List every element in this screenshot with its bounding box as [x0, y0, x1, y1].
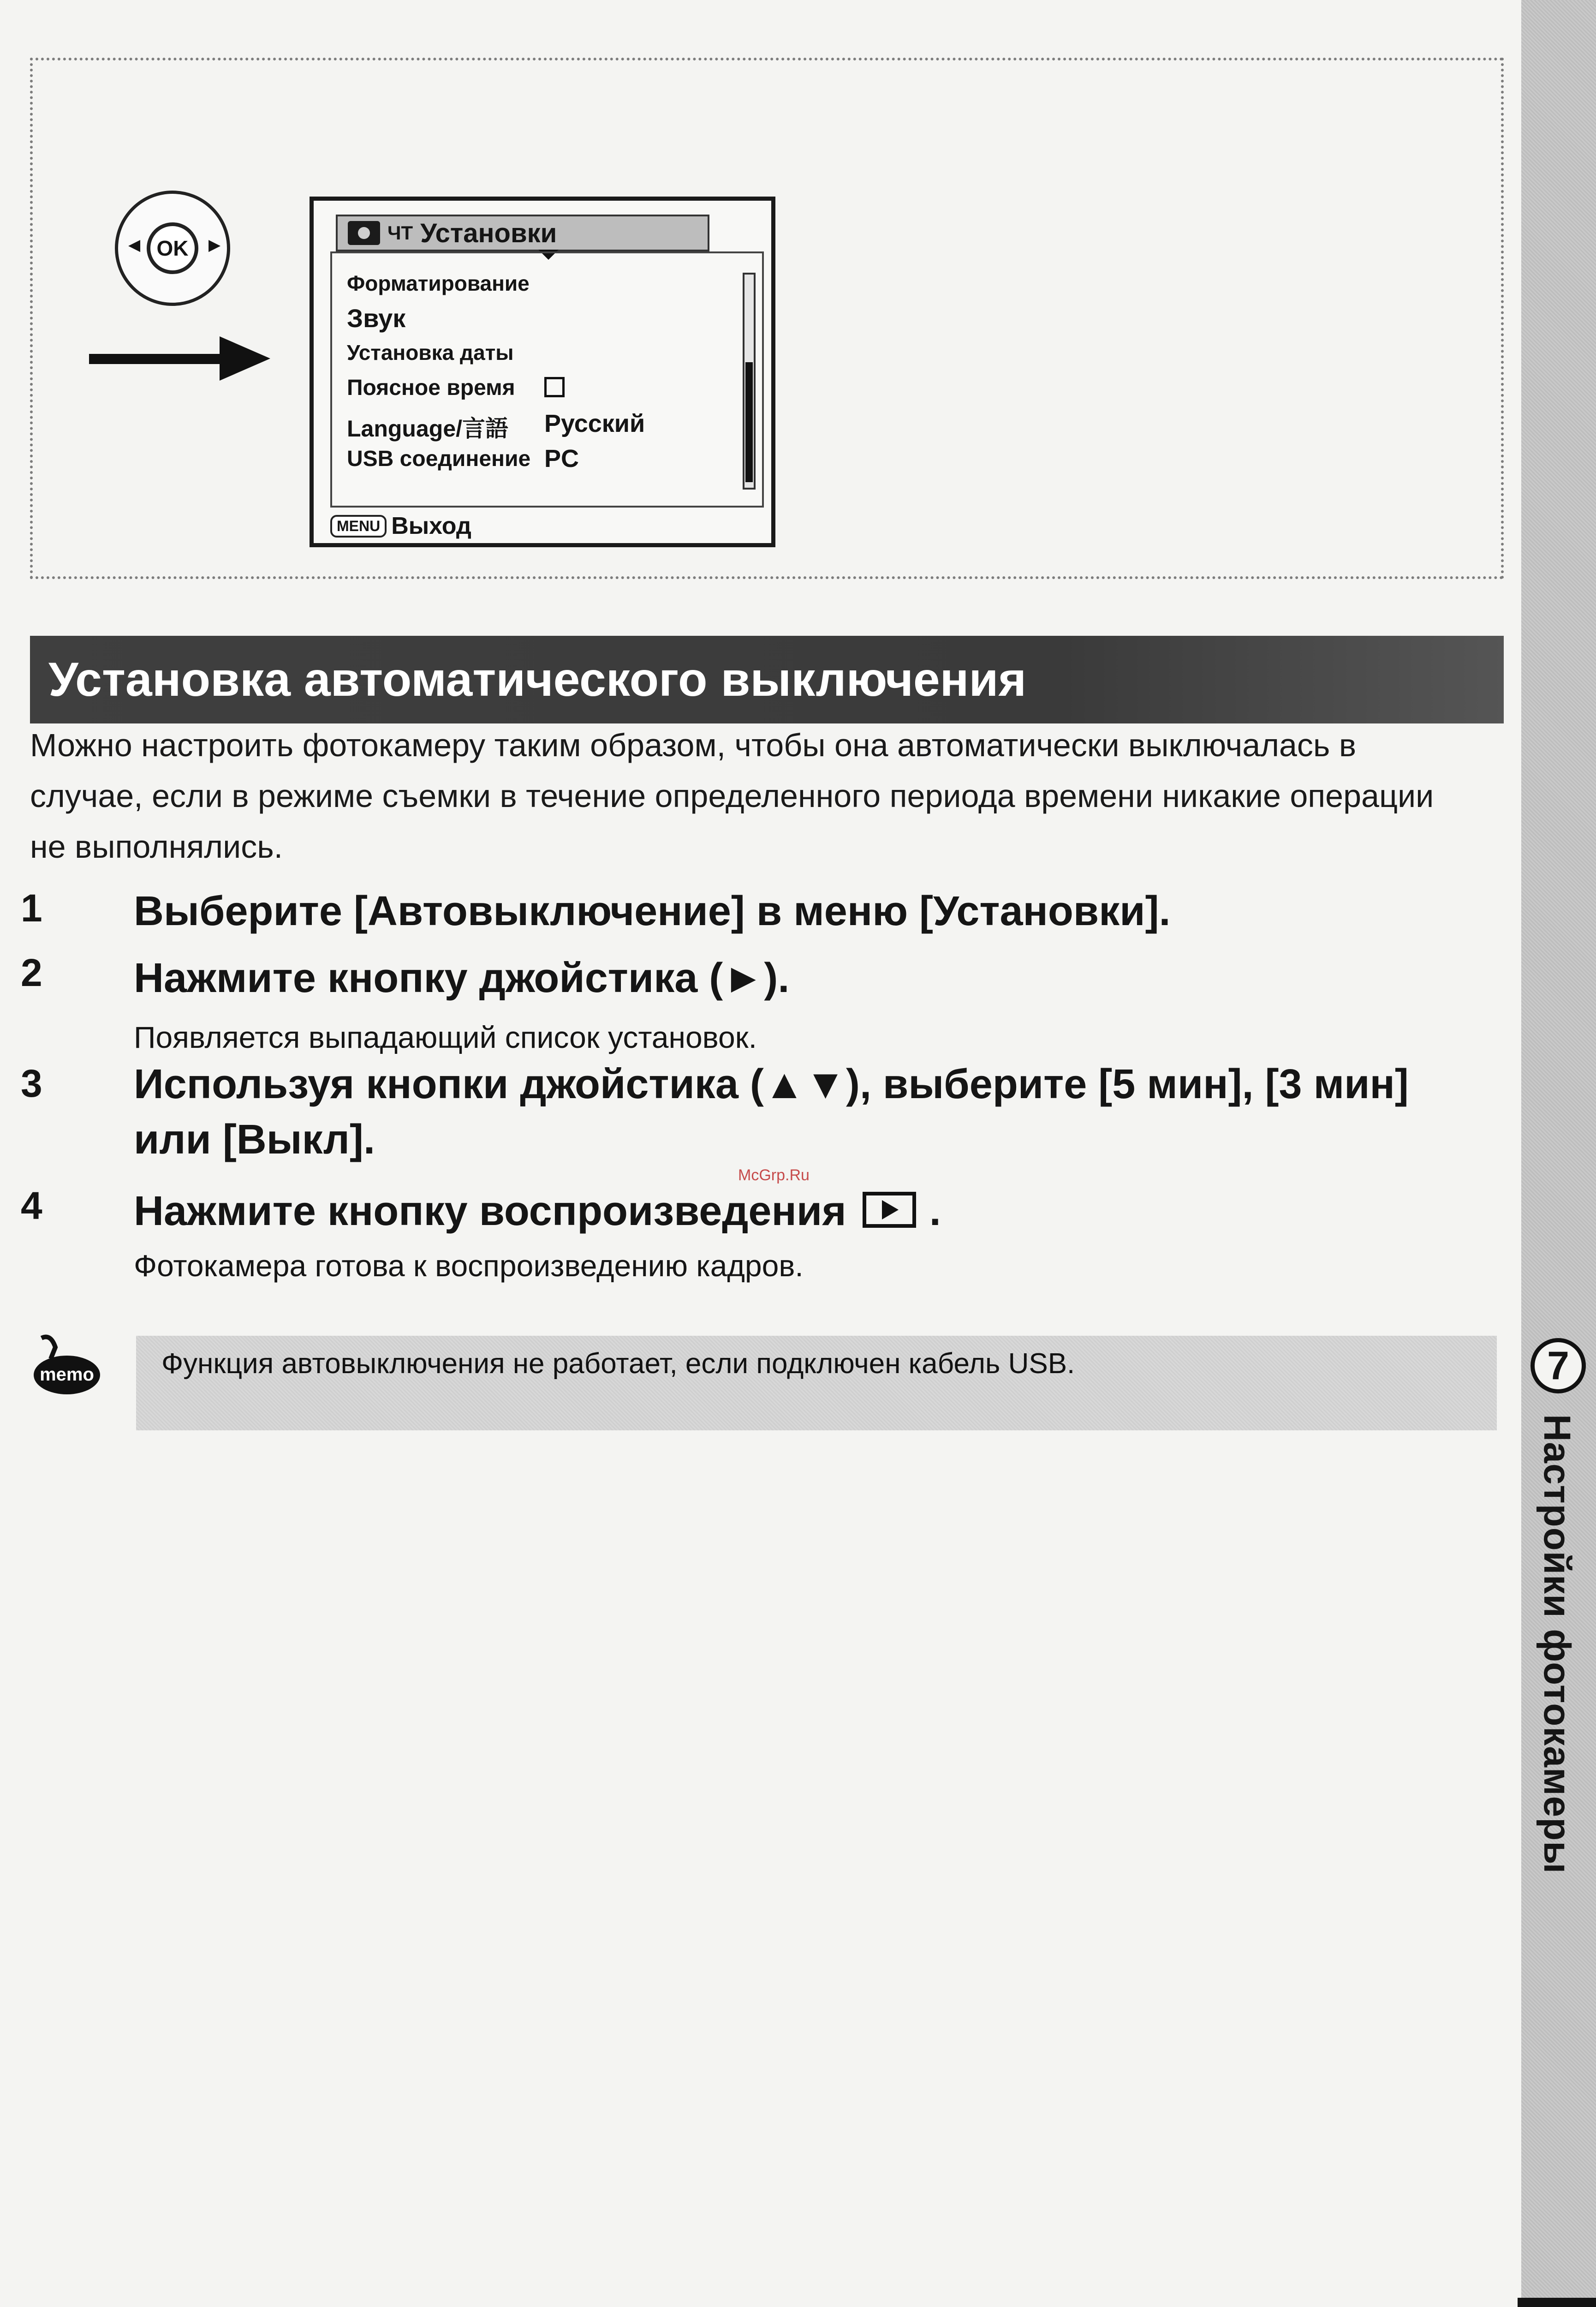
pointer-arrow-icon [89, 354, 223, 364]
section-heading: Установка автоматического выключения [30, 636, 1504, 723]
step-4-description: Фотокамера готова к воспроизведению кадров. [134, 1249, 804, 1283]
step-1-number: 1 [21, 886, 42, 930]
step-4-number: 4 [21, 1184, 42, 1227]
menu-item-usb: USB соединение [347, 447, 531, 471]
step-4-period: . [929, 1188, 941, 1234]
memo-icon [23, 1329, 104, 1400]
step-4-title [134, 1183, 1471, 1239]
step-3-title: Используя кнопки джойстика (▲▼), выберите [5 мин], [3 мин] или [Выкл]. [134, 1061, 1409, 1163]
settings-tab [336, 215, 709, 251]
intro-paragraph: Можно настроить фотокамеру таким образом, чтобы она автоматически выключалась в случае, если в режиме съемки в течение определенного периода времени никакие операции не выполнялись. [30, 727, 1434, 865]
menu-key-icon: MENU [330, 515, 387, 538]
settings-tab-title: Установки [420, 218, 557, 248]
page-number [1518, 2298, 1596, 2307]
menu-item-timezone: Поясное время [347, 376, 515, 400]
joystick-icon [115, 191, 230, 306]
step-4-title-text: Нажмите кнопку воспроизведения [134, 1188, 846, 1234]
menu-value-usb: PC [544, 445, 579, 472]
settings-tab-icon: ЧТ [387, 222, 413, 244]
menu-item-format: Форматирование [347, 271, 530, 295]
ok-button-icon: OK [147, 222, 198, 274]
timezone-checkbox-icon [544, 377, 565, 397]
camera-screen [310, 197, 775, 547]
menu-item-language: Language/言語 [347, 416, 509, 442]
camera-icon [348, 221, 380, 245]
memo-icon-label: memo [40, 1364, 94, 1385]
menu-item-date: Установка даты [347, 341, 514, 365]
menu-illustration [30, 58, 1504, 579]
playback-button-icon [863, 1191, 918, 1230]
step-1-title: Выберите [Автовыключение] в меню [Установки]. [134, 888, 1171, 934]
exit-label: Выход [391, 513, 471, 539]
joystick-right-arrow-icon: ▶ [208, 236, 221, 254]
step-2-title: Нажмите кнопку джойстика (►). [134, 955, 790, 1001]
menu-value-language: Русский [544, 410, 645, 437]
step-2-number: 2 [21, 951, 42, 994]
watermark: McGrp.Ru [738, 1166, 810, 1184]
chapter-title: Настройки фотокамеры [1536, 1414, 1578, 1874]
step-3-number: 3 [21, 1062, 42, 1105]
menu-scrollbar [743, 273, 756, 490]
screen-footer [330, 512, 471, 540]
memo-text: Функция автовыключения не работает, если подключен кабель USB. [161, 1348, 1075, 1380]
menu-item-sound: Звук [347, 304, 406, 333]
chapter-number: 7 [1547, 1343, 1569, 1388]
pointer-arrow-head [220, 336, 270, 381]
chapter-number-badge [1530, 1338, 1586, 1393]
joystick-left-arrow-icon: ◀ [128, 236, 141, 254]
settings-menu-list [330, 251, 764, 508]
step-2-description: Появляется выпадающий список установок. [134, 1020, 757, 1054]
